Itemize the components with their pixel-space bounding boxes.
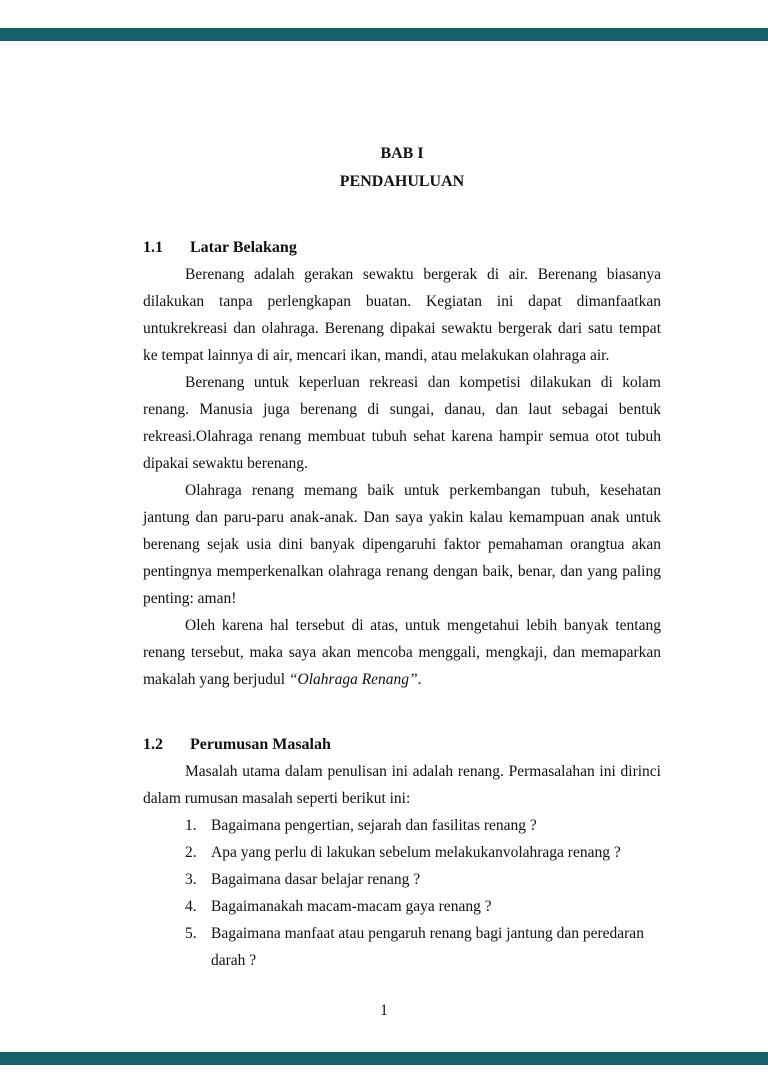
section-number: 1.2 [143, 736, 163, 753]
section-heading-label: Perumusan Masalah [190, 736, 331, 753]
paragraph: Berenang untuk keperluan rekreasi dan kompetisi dilakukan di kolam renang. Manusia juga berenang di sungai, danau, dan laut sebagai bentuk rekreasi.Olahraga renang membuat tubuh sehat karena hampir semua otot tubuh dipakai sewaktu berenang. [143, 374, 661, 472]
paragraph: Olahraga renang memang baik untuk perkembangan tubuh, kesehatan jantung dan paru-paru anak-anak. Dan saya yakin kalau kemampuan anak untuk berenang sejak usia dini banyak dipengaruhi faktor pemahaman orangtua akan pentingnya memperkenalkan olahraga renang dengan baik, benar, dan yang paling penting: aman! [143, 482, 661, 607]
paragraph: Masalah utama dalam penulisan ini adalah renang. Permasalahan ini dirinci dalam rumusan masalah seperti berikut ini: [143, 763, 661, 807]
numbered-list [185, 812, 661, 974]
list-item-number: 4. [185, 898, 197, 915]
section-number: 1.1 [143, 239, 163, 256]
list-item [185, 839, 661, 866]
list-item-text: Apa yang perlu di lakukan sebelum melakukanvolahraga renang ? [211, 844, 621, 861]
paragraph-text: Oleh karena hal tersebut di atas, untuk mengetahui lebih banyak tentang renang tersebut, maka saya akan mencoba menggali, mengkaji, dan memaparkan makalah yang berjudul [143, 617, 661, 688]
section-heading-1-2 [143, 731, 661, 758]
list-item [185, 920, 661, 974]
top-border-bar [0, 28, 768, 41]
list-item [185, 866, 661, 893]
list-item-text: Bagaimanakah macam-macam gaya renang ? [211, 898, 492, 915]
list-item [185, 812, 661, 839]
list-item-number: 1. [185, 817, 197, 834]
chapter-title-line1: BAB I [380, 145, 424, 162]
list-item-text: Bagaimana manfaat atau pengaruh renang bagi jantung dan peredaran darah ? [211, 925, 644, 969]
section-heading-1-1 [143, 234, 661, 261]
chapter-title-line2: PENDAHULUAN [339, 173, 465, 190]
list-item-text: Bagaimana dasar belajar renang ? [211, 871, 421, 888]
chapter-title [143, 140, 661, 196]
list-item-number: 3. [185, 871, 197, 888]
list-item-text: Bagaimana pengertian, sejarah dan fasilitas renang ? [211, 817, 537, 834]
paragraph [143, 612, 661, 693]
list-item-number: 5. [185, 925, 197, 942]
paragraph: Berenang adalah gerakan sewaktu bergerak di air. Berenang biasanya dilakukan tanpa perlengkapan buatan. Kegiatan ini dapat dimanfaatkan untukrekreasi dan olahraga. Berenang dipakai sewaktu bergerak dari satu tempat ke tempat lainnya di air, mencari ikan, mandi, atau melakukan olahraga air. [143, 266, 661, 364]
section-heading-label: Latar Belakang [190, 239, 297, 256]
paragraph-text: . [417, 671, 422, 688]
bottom-border-bar [0, 1052, 768, 1065]
page-number: 1 [380, 1002, 388, 1019]
list-item [185, 893, 661, 920]
document-title-italic: “Olahraga Renang” [288, 671, 418, 688]
list-item-number: 2. [185, 844, 197, 861]
page-content [143, 140, 661, 974]
